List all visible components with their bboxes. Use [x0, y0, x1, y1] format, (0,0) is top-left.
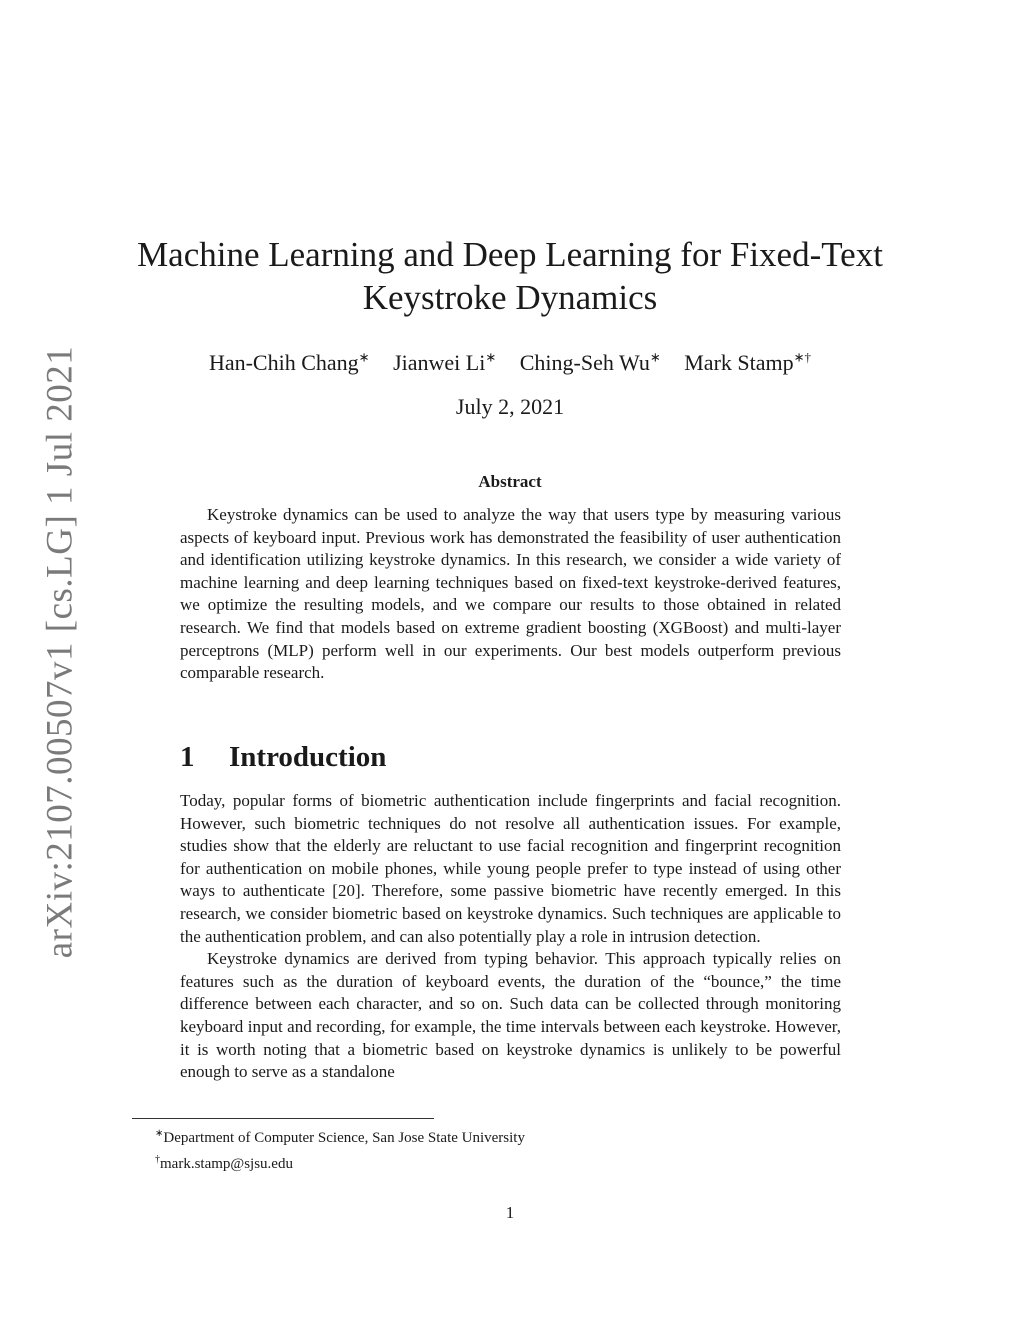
footnote-divider: [132, 1118, 434, 1119]
footnotes: [155, 1123, 855, 1175]
introduction-body: [180, 790, 841, 1084]
title-line-1: Machine Learning and Deep Learning for Fixed-Text: [137, 235, 883, 274]
paragraph: Today, popular forms of biometric authentication include fingerprints and facial recognition. However, such biometric techniques do not resolve all authentication issues. For example, studies show that the elderly are reluctant to use facial recognition and fingerprint recognition for authentication on mobile phones, while young people prefer to type instead of using other ways to authenticate [20]. Therefore, some passive biometric have recently emerged. In this research, we consider biometric based on keystroke dynamics. Such techniques are applicable to the authentication problem, and can also potentially play a role in intrusion detection.: [180, 791, 841, 946]
footnote-affiliation: ∗Department of Computer Science, San Jose State University: [155, 1128, 525, 1146]
section-title: Introduction: [229, 741, 387, 773]
paper-title: [110, 233, 910, 319]
author: Mark Stamp∗†: [684, 350, 812, 376]
author-list: [110, 343, 910, 378]
title-line-2: Keystroke Dynamics: [362, 278, 658, 317]
footnote-email: †mark.stamp@sjsu.edu: [155, 1154, 293, 1172]
page-number: 1: [505, 1203, 515, 1222]
abstract-heading: Abstract: [478, 472, 542, 491]
arxiv-identifier-stamp: arXiv:2107.00507v1 [cs.LG] 1 Jul 2021: [39, 345, 81, 959]
paragraph: Keystroke dynamics are derived from typing behavior. This approach typically relies on features such as the duration of keyboard events, the duration of the “bounce,” the time difference between each character, and so on. Such data can be collected through monitoring keyboard input and recording, for example, the time intervals between each keystroke. However, it is worth noting that a biometric based on keystroke dynamics is unlikely to be powerful enough to serve as a standalone: [180, 949, 841, 1082]
section-number: 1: [180, 741, 195, 773]
author: Jianwei Li∗: [393, 350, 497, 376]
publication-date: July 2, 2021: [455, 394, 565, 419]
abstract-text: Keystroke dynamics can be used to analyze the way that users type by measuring various aspects of keyboard input. Previous work has demonstrated the feasibility of user authentication and identification utilizing keystroke dynamics. In this research, we consider a wide variety of machine learning and deep learning techniques based on fixed-text keystroke-derived features, we optimize the resulting models, and we compare our results to those obtained in related research. We find that models based on extreme gradient boosting (XGBoost) and multi-layer perceptrons (MLP) perform well in our experiments. Our best models outperform previous comparable research.: [180, 505, 841, 683]
author: Ching-Seh Wu∗: [519, 350, 661, 376]
section-heading: [180, 738, 386, 776]
author: Han-Chih Chang∗: [208, 350, 370, 376]
